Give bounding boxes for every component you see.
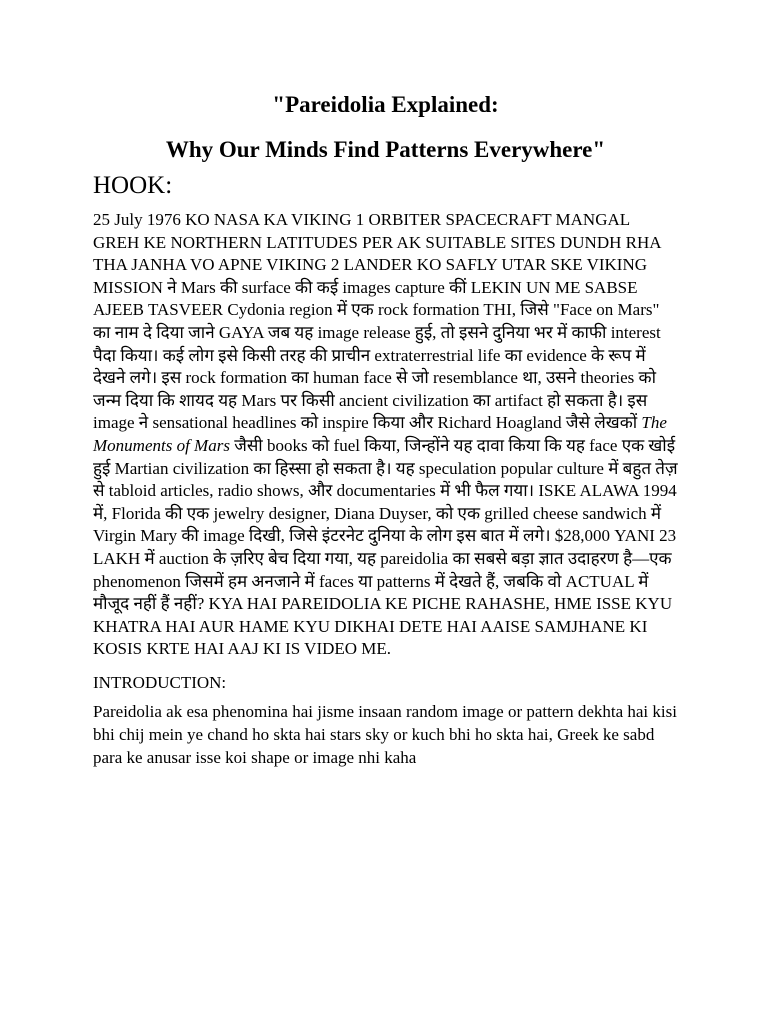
intro-heading: INTRODUCTION: <box>93 672 227 692</box>
hook-paragraph-part-1: 25 July 1976 KO NASA KA VIKING 1 ORBITER SPACECRAFT MANGAL GREH KE NORTHERN LATITUDES PER AK SUITABLE SITES DUNDH RHA THA JANHA VO APNE VIKING 2 LANDER KO SAFLY UTAR SKE VIKING MISSION ने Mars की surface की कई images capture कीं LEKIN UN ME SABSE AJEEB TASVEER Cydonia region में एक rock formation THI, जिसे "Face on Mars" का नाम दे दिया जाने GAYA जब यह image release हुई, तो इसने दुनिया भर में काफी interest पैदा किया। कई लोग इसे किसी तरह की प्राचीन extraterrestrial life का evidence के रूप में देखने लगे। इस rock formation का human face से जो resemblance था, उसने theories को जन्म दिया कि शायद यह Mars पर किसी ancient civilization का artifact हो सकता है। इस image ने sensational headlines को inspire किया और Richard Hoagland जैसे लेखकों <box>93 210 661 433</box>
title-line-1: "Pareidolia Explained: <box>272 92 499 117</box>
hook-heading: HOOK: <box>93 172 173 199</box>
book-title: The Monuments of Mars <box>93 413 667 455</box>
hook-paragraph-part-2: जैसी books को fuel किया, जिन्होंने यह दावा किया कि यह face एक खोई हुई Martian civilization का हिस्सा हो सकता है। यह speculation popular culture में बहुत तेज़ से tabloid articles, radio shows, और documentaries में भी फैल गया। ISKE ALAWA 1994 में, Florida की एक jewelry designer, Diana Duyser, को एक grilled cheese sandwich में Virgin Mary की image दिखी, जिसे इंटरनेट दुनिया के लोग इस बात में लगे। $28,000 YANI 23 LAKH में auction के ज़रिए बेच दिया गया, यह pareidolia का सबसे बड़ा ज्ञात उदाहरण है—एक phenomenon जिसमें हम अनजाने में faces या patterns में देखते हैं, जबकि वो ACTUAL में मौजूद नहीं हैं नहीं? KYA HAI PAREIDOLIA KE PICHE RAHASHE, HME ISSE KYU KHATRA HAI AUR HAME KYU DIKHAI DETE HAI AAISE SAMJHANE KI KOSIS KRTE HAI AAJ KI IS VIDEO ME. <box>93 435 678 659</box>
document-title <box>93 88 678 167</box>
hook-paragraph <box>93 209 678 661</box>
title-line-2: Why Our Minds Find Patterns Everywhere" <box>165 137 606 162</box>
document-page <box>93 88 678 769</box>
intro-paragraph: Pareidolia ak esa phenomina hai jisme insaan random image or pattern dekhta hai kisi bhi chij mein ye chand ho skta hai stars sky or kuch bhi ho skta hai, Greek ke sabd para ke anusar isse koi shape or image nhi kaha <box>93 702 677 767</box>
